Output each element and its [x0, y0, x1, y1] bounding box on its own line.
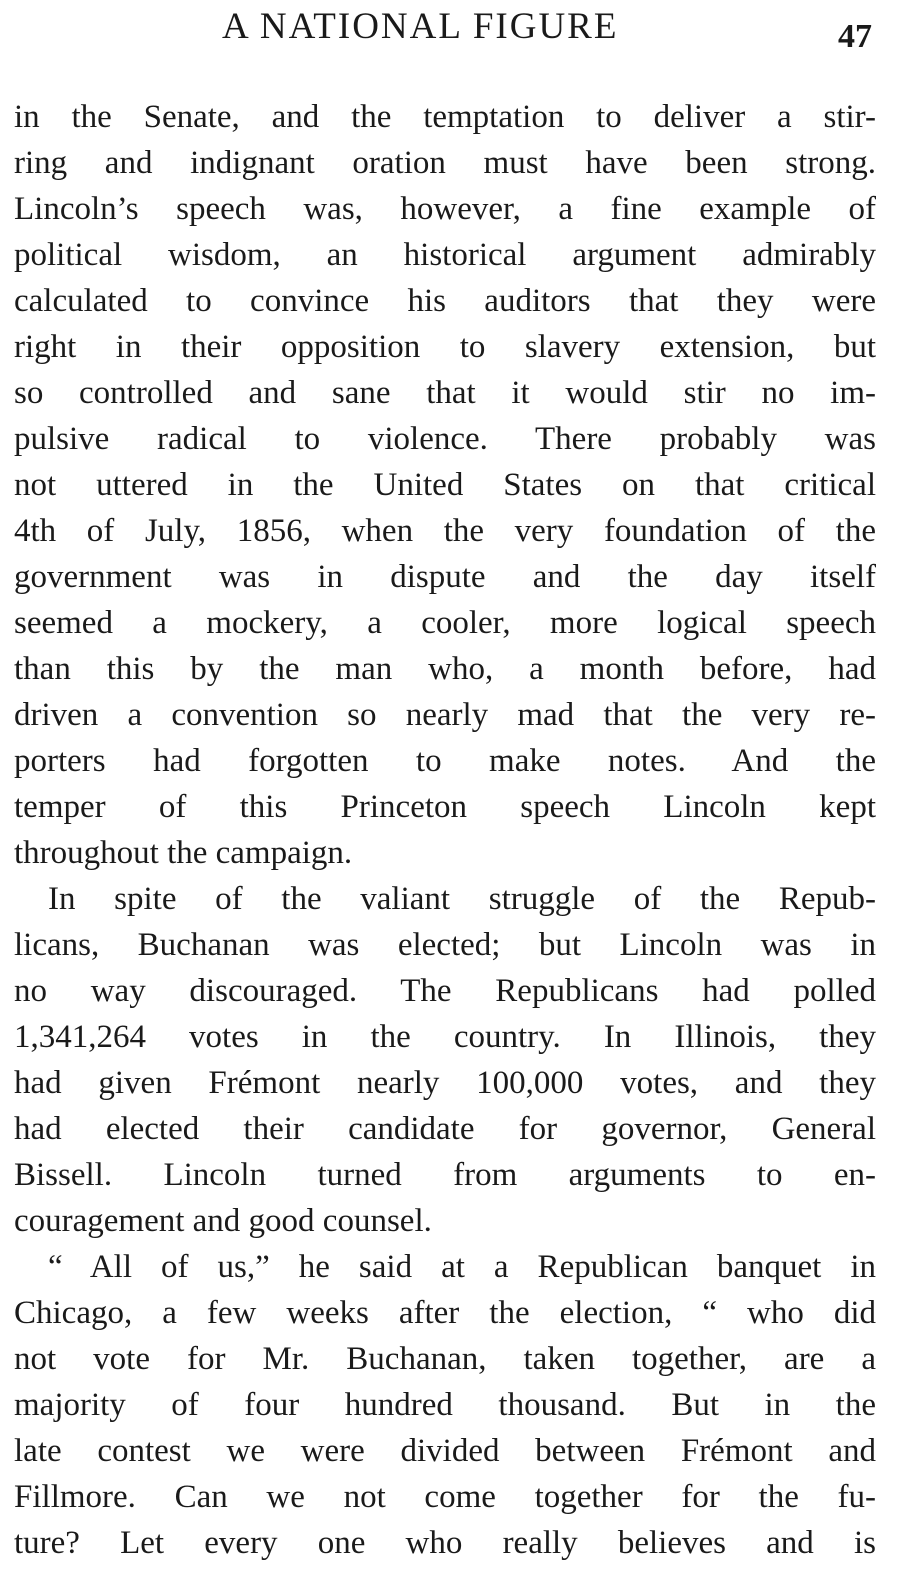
text-line: porters had forgotten to make notes. And the — [14, 743, 876, 779]
body-text — [14, 94, 876, 1566]
text-line: no way discouraged. The Republicans had polled — [14, 973, 876, 1009]
text-line: Lincoln’s speech was, however, a fine example of — [14, 191, 876, 227]
text-line: in the Senate, and the temptation to deliver a stir- — [14, 99, 876, 135]
text-line: ring and indignant oration must have been strong. — [14, 145, 876, 181]
running-head — [0, 0, 900, 60]
text-line: late contest we were divided between Frémont and — [14, 1433, 876, 1469]
text-line: Bissell. Lincoln turned from arguments to en- — [14, 1157, 876, 1193]
text-line: government was in dispute and the day itself — [14, 559, 876, 595]
text-line: throughout the campaign. — [14, 835, 353, 871]
paragraph-1 — [14, 94, 876, 876]
text-line: temper of this Princeton speech Lincoln kept — [14, 789, 876, 825]
text-line: couragement and good counsel. — [14, 1203, 432, 1239]
text-line: not uttered in the United States on that critical — [14, 467, 876, 503]
running-title: A NATIONAL FIGURE — [222, 6, 619, 47]
text-line: 1,341,264 votes in the country. In Illinois, they — [14, 1019, 876, 1055]
paragraph-3 — [14, 1244, 876, 1566]
text-line: Fillmore. Can we not come together for the fu- — [14, 1479, 876, 1515]
text-line: “ All of us,” he said at a Republican banquet in — [48, 1249, 876, 1285]
text-line: majority of four hundred thousand. But in the — [14, 1387, 876, 1423]
text-line: than this by the man who, a month before, had — [14, 651, 876, 687]
text-line: licans, Buchanan was elected; but Lincoln was in — [14, 927, 876, 963]
text-line: ture? Let every one who really believes and is — [14, 1525, 876, 1561]
text-line: driven a convention so nearly mad that the very re- — [14, 697, 876, 733]
text-line: right in their opposition to slavery extension, but — [14, 329, 876, 365]
text-line: In spite of the valiant struggle of the Repub- — [48, 881, 876, 917]
text-line: so controlled and sane that it would stir no im- — [14, 375, 876, 411]
text-line: not vote for Mr. Buchanan, taken together, are a — [14, 1341, 876, 1377]
text-line: had elected their candidate for governor, General — [14, 1111, 876, 1147]
text-line: political wisdom, an historical argument admirably — [14, 237, 876, 273]
text-line: calculated to convince his auditors that they were — [14, 283, 876, 319]
text-line: had given Frémont nearly 100,000 votes, and they — [14, 1065, 876, 1101]
page-number: 47 — [838, 18, 872, 55]
text-line: 4th of July, 1856, when the very foundation of the — [14, 513, 876, 549]
text-line: seemed a mockery, a cooler, more logical speech — [14, 605, 876, 641]
paragraph-2 — [14, 876, 876, 1244]
text-line: pulsive radical to violence. There probably was — [14, 421, 876, 457]
text-line: Chicago, a few weeks after the election, “ who did — [14, 1295, 876, 1331]
